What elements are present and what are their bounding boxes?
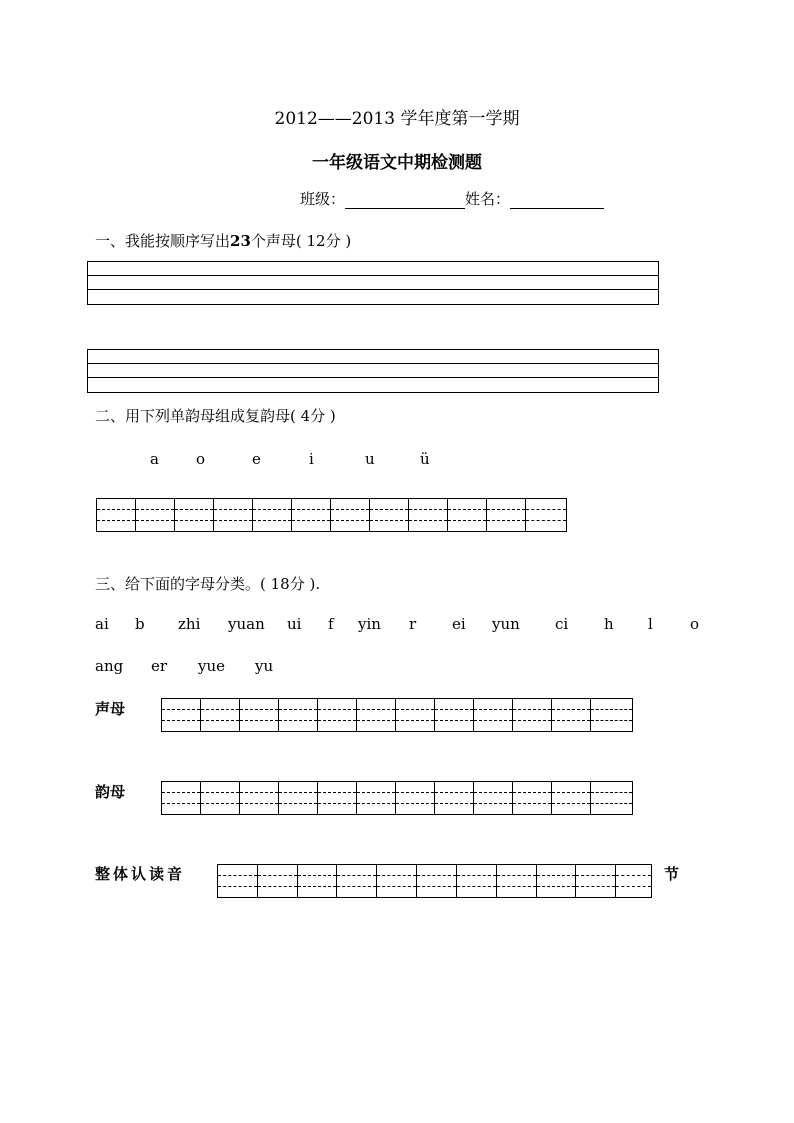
writing-lines-1[interactable] (87, 261, 659, 305)
zhengti-label: 整体认读音 (95, 865, 186, 883)
section1-heading (95, 230, 351, 251)
pinyin-grid-section2[interactable] (96, 498, 567, 532)
section1-heading-num: 23 (230, 232, 251, 250)
vowel-item: u (365, 450, 375, 468)
letter-item: yue (198, 657, 226, 675)
letter-item: r (409, 615, 417, 633)
pinyin-grid-shengmu[interactable] (161, 698, 633, 732)
writing-lines-2[interactable] (87, 349, 659, 393)
letter-item: yin (358, 615, 381, 633)
page-title: 2012——2013 学年度第一学期 (274, 109, 520, 129)
letter-list-row1 (0, 615, 794, 637)
letter-item: yu (255, 657, 274, 675)
page-subtitle: 一年级语文中期检测题 (312, 153, 482, 173)
yunmu-label: 韵母 (95, 783, 126, 801)
class-blank[interactable] (345, 194, 465, 209)
name-label: 姓名： (465, 190, 511, 208)
vowel-item: o (196, 450, 206, 468)
vowel-item: a (150, 450, 159, 468)
letter-item: ci (555, 615, 569, 633)
letter-item: o (690, 615, 700, 633)
shengmu-label: 声母 (95, 700, 126, 718)
letter-item: ui (287, 615, 302, 633)
letter-item: ei (452, 615, 466, 633)
letter-item: yun (492, 615, 520, 633)
letter-item: yuan (228, 615, 265, 633)
section3-heading: 三、给下面的字母分类。( 18分 ). (95, 575, 321, 593)
name-blank[interactable] (510, 194, 604, 209)
letter-item: h (604, 615, 614, 633)
class-label: 班级： (300, 190, 346, 208)
vowel-list (0, 450, 794, 472)
letter-item: ang (95, 657, 124, 675)
vowel-item: e (252, 450, 261, 468)
pinyin-grid-zhengti[interactable] (217, 864, 652, 898)
letter-item: ai (95, 615, 109, 633)
vowel-item: ü (420, 450, 430, 468)
pinyin-grid-yunmu[interactable] (161, 781, 633, 815)
letter-item: b (135, 615, 145, 633)
letter-list-row2 (0, 657, 794, 679)
jie-label: 节 (664, 865, 680, 883)
section2-heading: 二、用下列单韵母组成复韵母( 4分 ) (95, 407, 336, 425)
section1-heading-prefix: 一、我能按顺序写出 (95, 232, 231, 250)
letter-item: er (151, 657, 168, 675)
letter-item: zhi (178, 615, 201, 633)
letter-item: l (648, 615, 653, 633)
letter-item: f (328, 615, 334, 633)
section1-heading-suffix: 个声母( 12分 ) (250, 232, 352, 250)
vowel-item: i (309, 450, 314, 468)
student-info (300, 188, 604, 209)
